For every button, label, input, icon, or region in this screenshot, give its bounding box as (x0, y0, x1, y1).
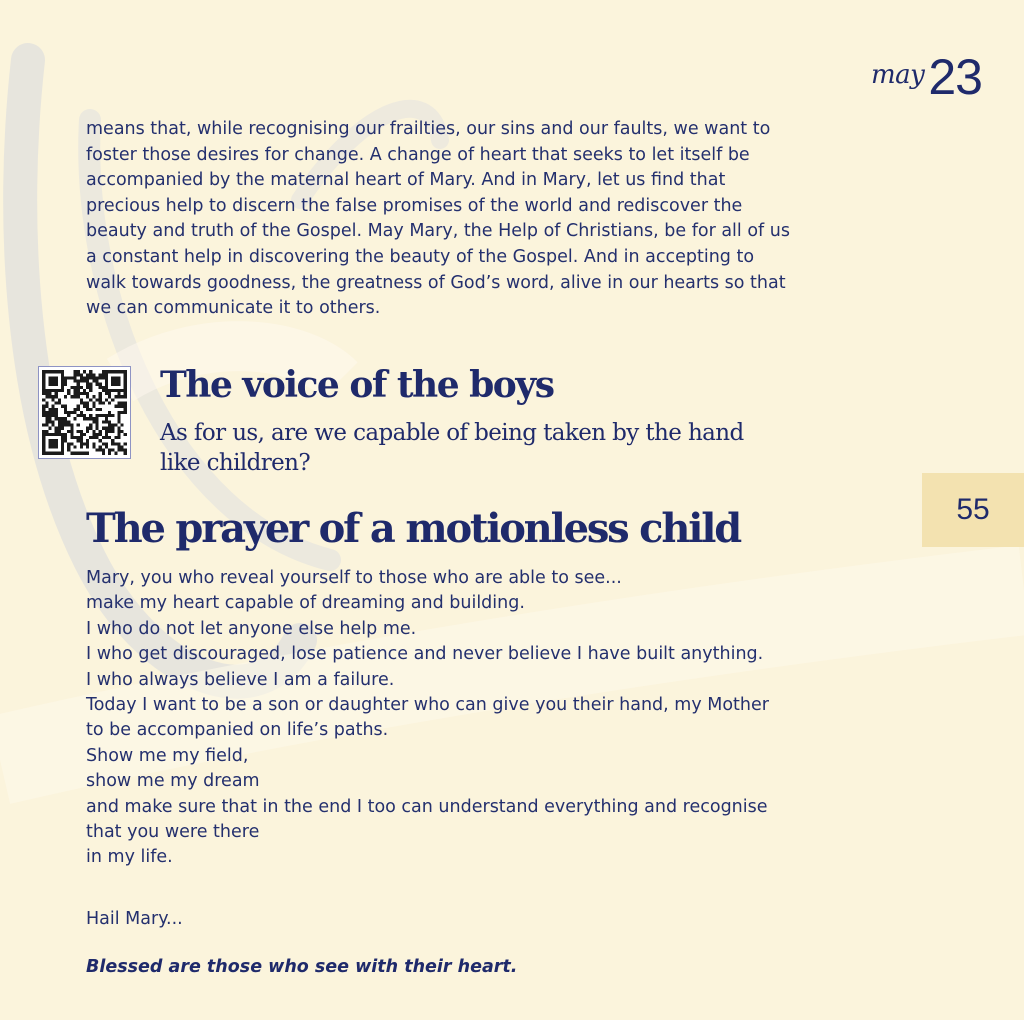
prayer-line: show me my dream (86, 771, 260, 792)
prayer-line: I who get discouraged, lose patience and never believe I have built anything. (86, 644, 764, 665)
prayer-line: I who always believe I am a failure. (86, 669, 395, 690)
prayer-line: make my heart capable of dreaming and building. (86, 593, 525, 614)
prayer-line: Mary, you who reveal yourself to those who are able to see... (86, 568, 622, 588)
prayer-line: that you were there (86, 822, 260, 843)
page-number: 55 (956, 493, 990, 526)
closing-beatitude: Blessed are those who see with their heart. (86, 957, 518, 977)
prayer-line: to be accompanied on life’s paths. (86, 720, 389, 741)
prayer-line: Show me my field, (86, 745, 249, 766)
hail-mary: Hail Mary... (86, 909, 183, 929)
prayer-line: in my life. (86, 847, 173, 868)
date-header (871, 49, 982, 105)
date-day: 23 (928, 49, 982, 105)
prayer-title: The prayer of a motionless child (86, 505, 740, 552)
qr-code-icon[interactable] (38, 366, 131, 459)
prayer-line: Today I want to be a son or daughter who can give you their hand, my Mother (86, 695, 769, 716)
intro-paragraph: means that, while recognising our frailties, our sins and our faults, we want to foster those desires for change. A change of heart that seeks to let itself be accompanied by the maternal heart of Mary. And in Mary, let us find that precious help to discern the false promises of the world and rediscover the beauty and truth of the Gospel. May Mary, the Help of Christians, be for all of us a constant help in discovering the beauty of the Gospel. And in accepting to walk towards goodness, the greatness of God’s word, alive in our hearts so that we can communicate it to others. (86, 119, 790, 319)
date-month: may (871, 60, 925, 90)
page-number-tab (922, 473, 1024, 547)
voice-section-title: The voice of the boys (160, 364, 554, 406)
prayer-line: I who do not let anyone else help me. (86, 618, 417, 639)
prayer-lines (86, 566, 876, 871)
prayer-line: and make sure that in the end I too can understand everything and recognise (86, 796, 768, 817)
voice-section-subtitle: As for us, are we capable of being taken by the hand like children? (160, 420, 744, 476)
